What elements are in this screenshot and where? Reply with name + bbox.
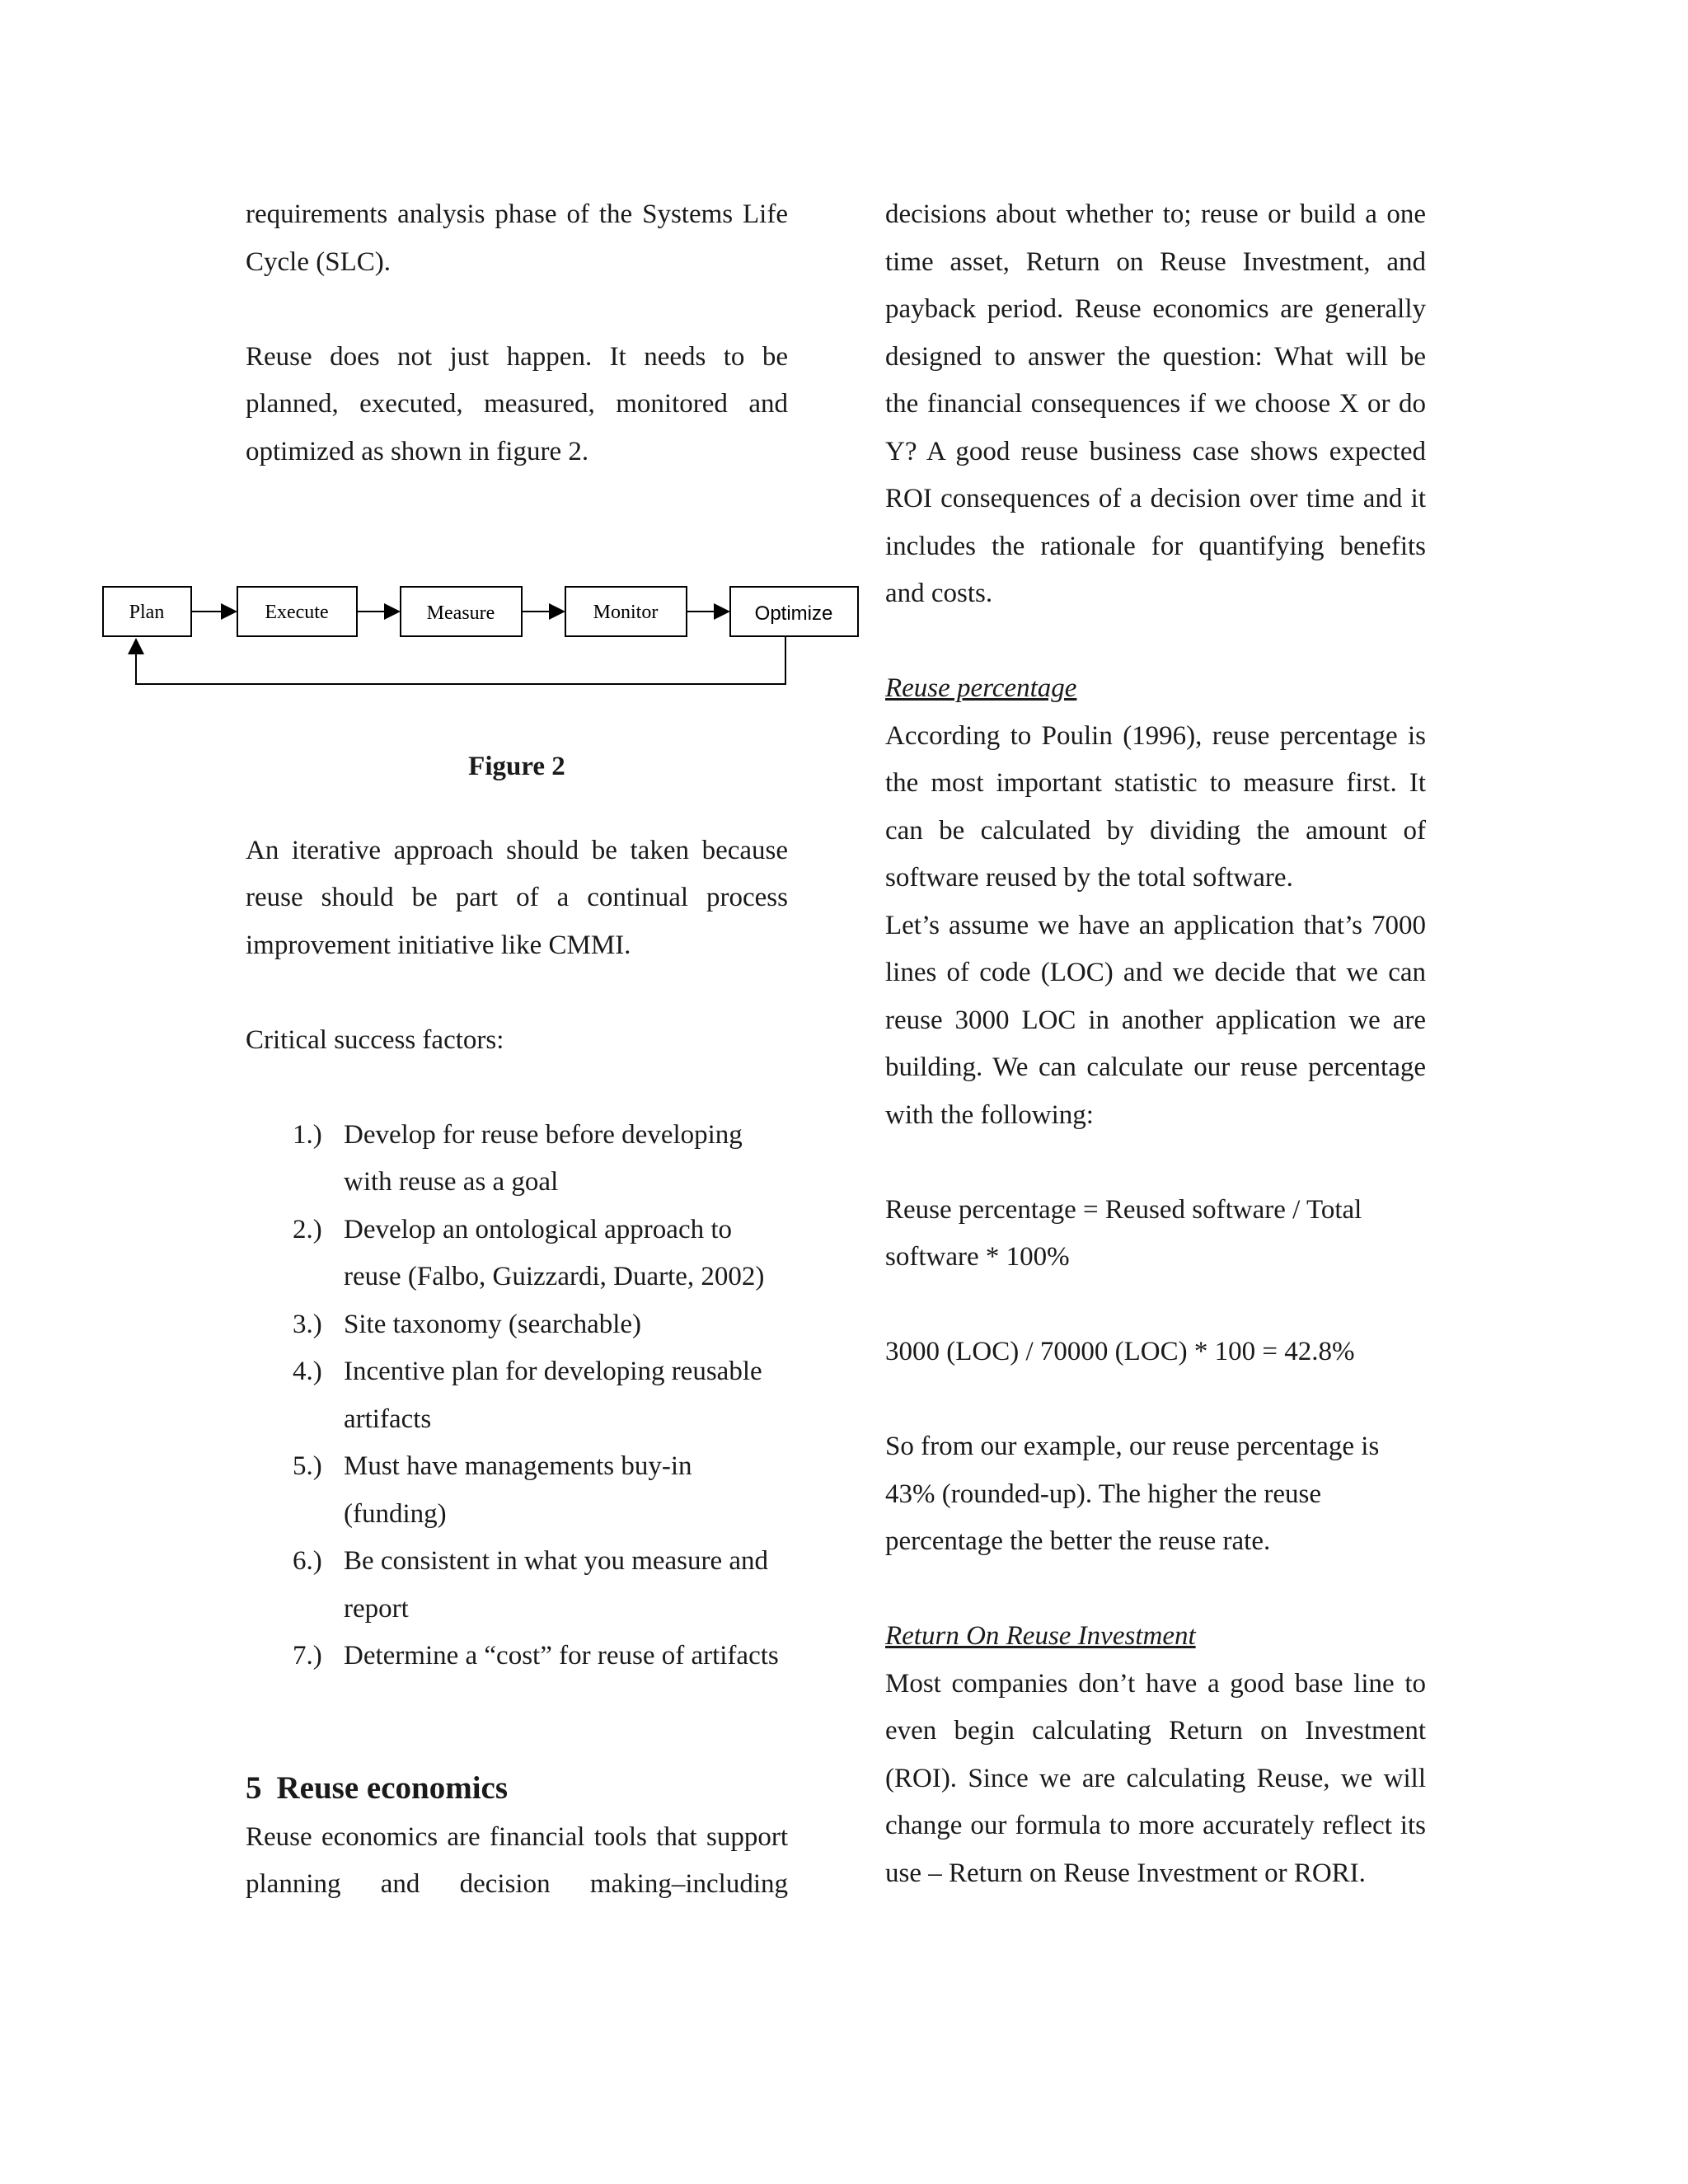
svg-text:Measure: Measure <box>426 602 495 624</box>
assume-paragraph: Let’s assume we have an application that’s 7000 lines of code (LOC) and we decide that we can reuse 3000 LOC in another application we are building. We can calculate our reuse percentage with the following: <box>885 910 1426 1130</box>
svg-text:Plan: Plan <box>129 602 165 623</box>
poulin-paragraph: According to Poulin (1996), reuse percentage is the most important statistic to measure first. It can be calculated by dividing the amount of software reused by the total software. <box>885 720 1426 893</box>
formula: Reuse percentage = Reused software / Total software * 100% <box>885 1194 1362 1272</box>
figure-caption: Figure 2 <box>468 752 565 781</box>
econ-paragraph: Reuse economics are financial tools that support planning and decision making–including <box>246 1821 788 1899</box>
measure-box <box>401 587 522 636</box>
plan-box <box>103 587 191 636</box>
svg-text:Execute: Execute <box>265 602 329 623</box>
list-item: 4.) Incentive plan for developing reusable artifacts <box>293 1357 762 1434</box>
svg-text:Monitor: Monitor <box>593 602 659 623</box>
calculation: 3000 (LOC) / 70000 (LOC) * 100 = 42.8% <box>885 1337 1355 1366</box>
csf-heading: Critical success factors: <box>246 1024 504 1055</box>
rori-heading: Return On Reuse Investment <box>885 1621 1196 1651</box>
csf-list <box>246 1112 788 1680</box>
list-item: 1.) Develop for reuse before developing with reuse as a goal <box>293 1119 743 1197</box>
svg-text:Optimize: Optimize <box>754 602 833 625</box>
intro-paragraph: requirements analysis phase of the Systems Life Cycle (SLC). <box>246 199 788 277</box>
optimize-box <box>730 587 858 636</box>
feedback-loop <box>136 636 785 684</box>
econ-continued-paragraph: decisions about whether to; reuse or build a one time asset, Return on Reuse Investment, and payback period. Reuse economics are generally designed to answer the question: What will be the financial consequences if we choose X or do Y? A good reuse business case shows expected ROI consequences of a decision over time and it includes the rationale for quantifying benefits and costs. <box>885 199 1426 608</box>
process-diagram <box>99 577 865 692</box>
reuse-percentage-heading: Reuse percentage <box>885 673 1077 703</box>
section-heading: 5 Reuse economics <box>246 1769 509 1806</box>
list-item: 2.) Develop an ontological approach to reuse (Falbo, Guizzardi, Duarte, 2002) <box>293 1214 765 1291</box>
list-item: 3.) Site taxonomy (searchable) <box>293 1309 642 1339</box>
iterative-paragraph: An iterative approach should be taken because reuse should be part of a continual process improvement initiative like CMMI. <box>246 835 788 960</box>
rori-paragraph: Most companies don’t have a good base line to even begin calculating Return on Investment (ROI). Since we are calculating Reuse, we will change our formula to more accurately reflect its use – Return on Reuse Investment or RORI. <box>885 1668 1426 1888</box>
list-item: 7.) Determine a “cost” for reuse of artifacts <box>293 1641 779 1671</box>
execute-box <box>237 587 357 636</box>
list-item: 6.) Be consistent in what you measure and report <box>293 1546 769 1624</box>
example-paragraph: So from our example, our reuse percentage is 43% (rounded-up). The higher the reuse percentage the better the reuse rate. <box>885 1432 1380 1556</box>
list-item: 5.) Must have managements buy-in (funding) <box>293 1451 692 1529</box>
monitor-box <box>565 587 687 636</box>
right-column <box>885 191 1426 1897</box>
left-column <box>246 191 788 1909</box>
reuse-paragraph: Reuse does not just happen. It needs to be planned, executed, measured, monitored and optimized as shown in figure 2. <box>246 341 788 466</box>
